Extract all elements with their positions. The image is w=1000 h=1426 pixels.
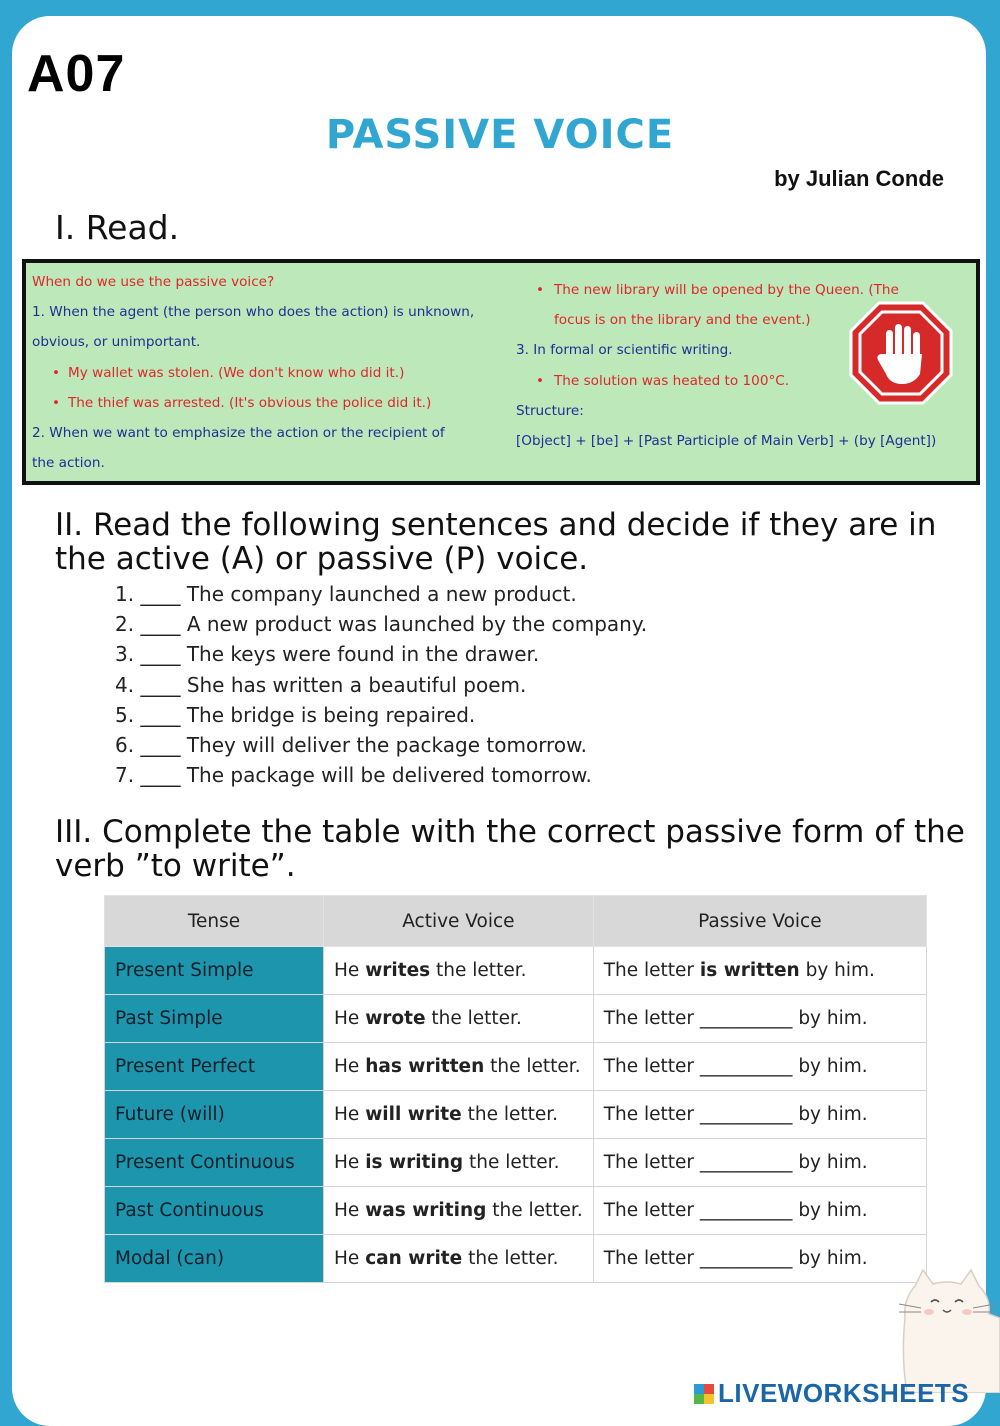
list-item [115, 700, 647, 730]
passive-answer-blank[interactable]: __________ [699, 1056, 793, 1077]
item-number: 2. [115, 612, 135, 637]
section-active-passive-heading: II. Read the following sentences and decide if they are in the active (A) or passive (P) voice. [55, 507, 937, 577]
tense-cell: Future (will) [105, 1091, 324, 1139]
answer-blank[interactable]: ____ [140, 763, 181, 788]
info-line: 3. In formal or scientific writing. [516, 342, 733, 359]
list-item [115, 609, 647, 639]
grammar-info-box [22, 259, 980, 485]
passive-answer-blank[interactable]: __________ [699, 1248, 793, 1269]
section-table-heading: III. Complete the table with the correct passive form of the verb ”to write”. [55, 814, 965, 884]
item-number: 5. [115, 702, 135, 727]
page-title: PASSIVE VOICE [325, 112, 675, 158]
active-cell: He is writing the letter. [324, 1139, 594, 1187]
sentence-list [115, 579, 647, 790]
item-text: The keys were found in the drawer. [186, 642, 540, 667]
info-line: obvious, or unimportant. [32, 334, 201, 351]
passive-cell: The letter __________ by him. [593, 1235, 926, 1283]
info-example: • The thief was arrested. (It's obvious the police did it.) [50, 388, 502, 418]
passive-answer-blank[interactable]: __________ [699, 1152, 793, 1173]
table-row [105, 1235, 927, 1283]
info-structure: [Object] + [be] + [Past Participle of Main Verb] + (by [Agent]) [516, 433, 937, 450]
active-cell: He can write the letter. [324, 1235, 594, 1283]
list-item [115, 579, 647, 609]
info-line: When do we use the passive voice? [32, 274, 275, 290]
info-line: 2. When we want to emphasize the action or the recipient of [32, 425, 445, 442]
info-line: 1. When the agent (the person who does the action) is unknown, [32, 304, 475, 321]
item-number: 3. [115, 642, 135, 667]
tense-cell: Present Simple [105, 947, 324, 995]
worksheet-code: A07 [27, 45, 126, 103]
item-text: She has written a beautiful poem. [186, 672, 527, 697]
passive-answer-blank[interactable]: __________ [699, 1008, 793, 1029]
item-text: The bridge is being repaired. [186, 702, 476, 727]
passive-cell: The letter __________ by him. [593, 1091, 926, 1139]
passive-cell: The letter is written by him. [593, 947, 926, 995]
answer-blank[interactable]: ____ [140, 612, 181, 637]
item-text: The package will be delivered tomorrow. [186, 763, 592, 788]
brand-grid-icon [694, 1384, 714, 1404]
info-example-cont: focus is on the library and the event.) [554, 312, 811, 329]
cat-mascot-icon [893, 1268, 1000, 1393]
answer-blank[interactable]: ____ [140, 672, 181, 697]
item-number: 7. [115, 763, 135, 788]
answer-blank[interactable]: ____ [140, 582, 181, 606]
tense-cell: Past Continuous [105, 1187, 324, 1235]
table-row [105, 995, 927, 1043]
tense-cell: Present Continuous [105, 1139, 324, 1187]
passive-answer: is written [699, 960, 800, 981]
passive-answer-blank[interactable]: __________ [699, 1200, 793, 1221]
passive-form-table [104, 895, 927, 1283]
answer-blank[interactable]: ____ [140, 702, 181, 727]
passive-cell: The letter __________ by him. [593, 1043, 926, 1091]
passive-answer-blank[interactable]: __________ [699, 1104, 793, 1125]
tense-cell: Modal (can) [105, 1235, 324, 1283]
info-line: the action. [32, 455, 105, 472]
answer-blank[interactable]: ____ [140, 733, 181, 758]
column-header-passive: Passive Voice [593, 896, 926, 947]
passive-cell: The letter __________ by him. [593, 1139, 926, 1187]
section-read-heading: I. Read. [55, 208, 180, 247]
table-row [105, 947, 927, 995]
info-left-column [32, 267, 502, 478]
item-text: A new product was launched by the company. [186, 612, 648, 637]
table-row [105, 1043, 927, 1091]
info-example: • My wallet was stolen. (We don't know who did it.) [50, 358, 502, 388]
item-text: They will deliver the package tomorrow. [186, 733, 587, 758]
active-cell: He will write the letter. [324, 1091, 594, 1139]
active-cell: He has written the letter. [324, 1043, 594, 1091]
info-line: Structure: [516, 402, 584, 419]
item-text: The company launched a new product. [186, 582, 577, 606]
info-example: • The new library will be opened by the Queen. (The [516, 275, 966, 305]
table-header-row [105, 896, 927, 947]
table-row [105, 1139, 927, 1187]
brand-logo: LIVEWORKSHEETS [694, 1378, 969, 1409]
stop-hand-icon [848, 300, 954, 406]
list-item [115, 760, 647, 790]
column-header-tense: Tense [105, 896, 324, 947]
passive-cell: The letter __________ by him. [593, 995, 926, 1043]
item-number: 1. [115, 582, 135, 606]
table-row [105, 1187, 927, 1235]
tense-cell: Past Simple [105, 995, 324, 1043]
item-number: 4. [115, 672, 135, 697]
passive-cell: The letter __________ by him. [593, 1187, 926, 1235]
list-item [115, 670, 647, 700]
item-number: 6. [115, 733, 135, 758]
column-header-active: Active Voice [324, 896, 594, 947]
table-row [105, 1091, 927, 1139]
author-credit: by Julian Conde [774, 166, 944, 191]
tense-cell: Present Perfect [105, 1043, 324, 1091]
answer-blank[interactable]: ____ [140, 642, 181, 667]
active-cell: He wrote the letter. [324, 995, 594, 1043]
active-cell: He was writing the letter. [324, 1187, 594, 1235]
active-cell: He writes the letter. [324, 947, 594, 995]
list-item [115, 730, 647, 760]
list-item [115, 639, 647, 669]
info-example: • The solution was heated to 100°C. [516, 366, 966, 396]
